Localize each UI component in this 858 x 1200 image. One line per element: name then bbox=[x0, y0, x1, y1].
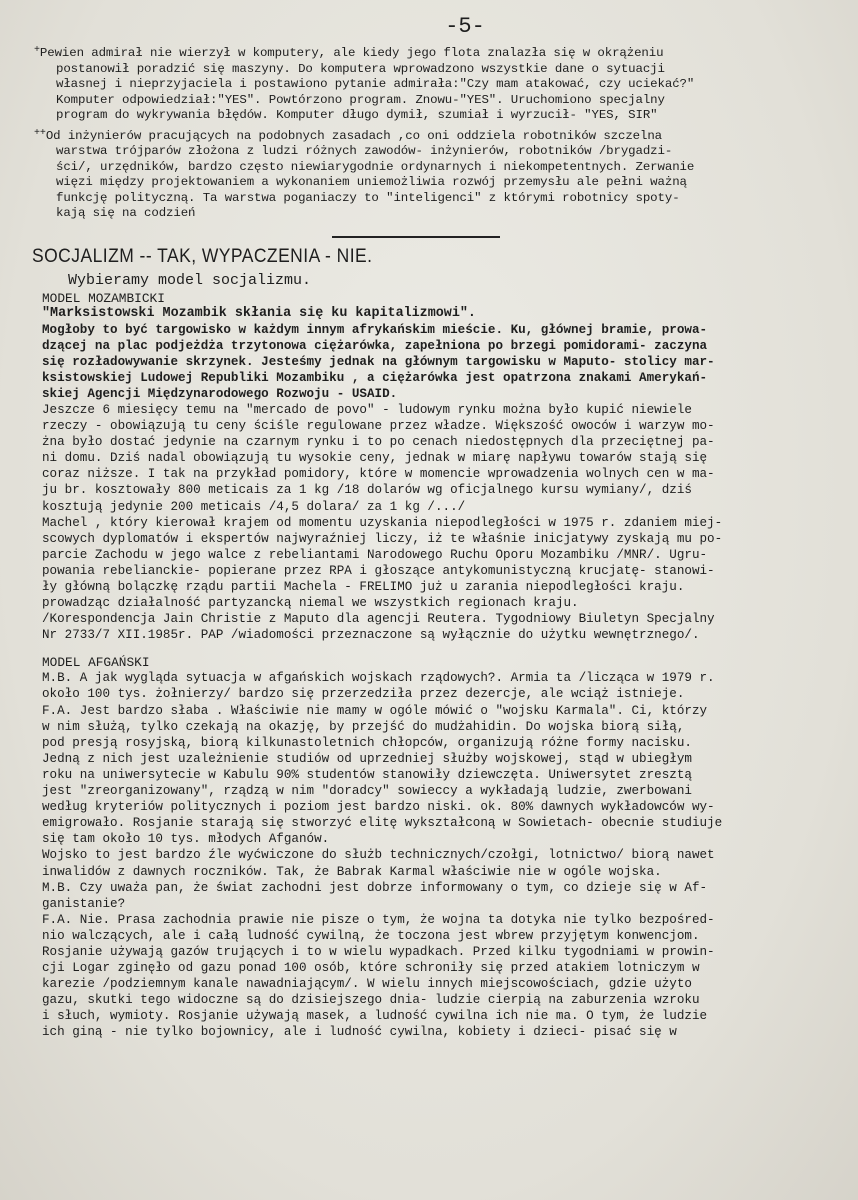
body-line: według kryteriów politycznych i poziom jest bardzo niski. ok. 80% dawnych wykładowców wy- bbox=[42, 800, 715, 815]
article-headline: SOCJALIZM -- TAK, WYPACZENIA - NIE. bbox=[32, 245, 373, 267]
body-line: około 100 tys. żołnierzy/ bardzo się przerzedziła przez dezercje, ale wciąż istnieje. bbox=[42, 687, 685, 702]
body-line: F.A. Nie. Prasa zachodnia prawie nie pisze o tym, że wojna ta dotyka nie tylko bezpośred- bbox=[42, 912, 715, 927]
footnote-marker: + bbox=[34, 45, 40, 56]
body-line: roku na uniwersytecie w Kabulu 90% studentów stanowiły dziewczęta. Uniwersytet zresztą bbox=[42, 767, 692, 782]
body-line: inwalidów z dawnych roczników. Tak, że Babrak Karmal właściwie nie w ogóle wojska. bbox=[42, 864, 662, 879]
body-line: emigrowało. Rosjanie starają się stworzyć elitę wykształconą w Sowietach- obecnie studiuje bbox=[42, 816, 723, 831]
footnote-line: ++Od inżynierów pracujących na podobnych zasadach ,co oni oddziela robotników szczelna bbox=[34, 127, 663, 143]
footnote-line: własnej i nieprzyjaciela i postawiono pytanie admirała:"Czy mam atakować, czy uciekać?" bbox=[56, 77, 695, 91]
body-line: Jedną z nich jest uzależnienie studiów od uprzedniej służby wojskowej, stąd w ubiegłym bbox=[42, 751, 692, 766]
body-line: dzącej na plac podjeżdża trzytonowa ciężarówka, zapełniona po brzegi pomidorami- zaczyna bbox=[42, 338, 708, 353]
body-line: gazu, skutki tego widoczne są do dzisiejszego dnia- ludzie cierpią na zaburzenia wzroku bbox=[42, 993, 700, 1008]
footnote-line: więzi między projektowaniem a wykonaniem uniemożliwia rozwój przemysłu ale pełni ważną bbox=[56, 175, 687, 189]
body-line: i słuch, wymioty. Rosjanie używają masek, a ludność cywilna ich nie ma. O tym, że ludzie bbox=[42, 1009, 708, 1024]
article-subheading: Wybieramy model socjalizmu. bbox=[68, 271, 312, 289]
body-line: prowadząc działalność partyzancką niemal we wszystkich regionach kraju. bbox=[42, 596, 579, 611]
body-line: ły główną bolączkę rządu partii Machela - FRELIMO już u zarania niepodległości kraju. bbox=[42, 580, 685, 594]
body-line: scowych dyplomatów i ekspertów najwyraźniej liczy, iż te właśnie inicjatywy zyskają mu po- bbox=[42, 531, 723, 546]
footnote-line: Komputer odpowiedział:"YES". Powtórzono program. Znowu-"YES". Uruchomiono specjalny bbox=[56, 92, 665, 107]
body-line: F.A. Jest bardzo słaba . Właściwie nie mamy w ogóle mówić o "wojsku Karmala". Ci, którzy bbox=[42, 703, 708, 718]
body-line: parcie Zachodu w jego walce z rebeliantami Narodowego Ruchu Oporu Mozambiku /MNR/. Ugru- bbox=[42, 547, 708, 562]
body-line: Jeszcze 6 miesięcy temu na "mercado de povo" - ludowym rynku można było kupić niewiele bbox=[42, 402, 692, 417]
body-line: się rozładowywanie skrzynek. Jesteśmy jednak na głównym targowisku w Maputo- stolicy mar- bbox=[42, 354, 715, 369]
footnote-line: +Pewien admirał nie wierzył w komputery, ale kiedy jego flota znalazła się w okrążeniu bbox=[34, 45, 664, 60]
body-line: żna było dostać jedynie na czarnym rynku i to po cenach niedostępnych dla przeciętnej pa- bbox=[42, 435, 715, 450]
body-line: ganistanie? bbox=[42, 896, 126, 911]
page-number: -5- bbox=[445, 14, 485, 39]
footnote-line: kają się na codzień bbox=[56, 206, 196, 220]
body-line: rzeczy - obowiązują tu ceny ściśle regulowane przez władze. Większość owoców i warzyw mo- bbox=[42, 419, 715, 434]
body-line: skiej Agencji Międzynarodowego Rozwoju - USAID. bbox=[42, 386, 398, 401]
mozambique-body bbox=[42, 322, 828, 644]
body-line: coraz niższe. I tak na przykład pomidory, które w momencie wprowadzenia wolnych cen w ma- bbox=[42, 467, 715, 482]
body-line: /Korespondencja Jain Christie z Maputo dla agencji Reutera. Tygodniowy Biuletyn Specjalny bbox=[42, 612, 715, 627]
body-line: kosztują jedynie 200 meticais /4,5 dolara/ za 1 kg /.../ bbox=[42, 499, 466, 514]
body-line: ju br. kosztowały 800 meticais za 1 kg /18 dolarów wg oficjalnego kursu wymiany/, dziś bbox=[42, 483, 692, 498]
body-line: ksistowskiej Ludowej Republiki Mozambiku , a ciężarówka jest opatrzona znakami Amerykań- bbox=[42, 370, 708, 385]
afghanistan-body bbox=[42, 670, 828, 1040]
body-line: się tam około 10 tys. młodych Afganów. bbox=[42, 832, 330, 847]
body-line: M.B. A jak wygląda sytuacja w afgańskich wojskach rządowych?. Armia ta /licząca w 1979 r. bbox=[42, 671, 715, 686]
body-line: cji Logar zginęło od gazu ponad 100 osób, które schroniły się przed atakiem lotniczym w bbox=[42, 961, 700, 976]
body-line: jest "zreorganizowany", rządzą w nim "doradcy" sowieccy a wykładają ludzie, zwerbowani bbox=[42, 784, 692, 799]
footnote-line: postanowił poradzić się maszyny. Do komputera wprowadzono wszystkie dane o sytuacji bbox=[56, 61, 665, 76]
body-line: powania rebelianckie- popierane przez RPA i głoszące antykomunistyczną krucjatę- stanowi- bbox=[42, 563, 715, 578]
body-line: Machel , który kierował krajem od momentu uzyskania niepodległości w 1975 r. zdaniem miej- bbox=[42, 515, 723, 530]
footnote-line: funkcję polityczną. Ta warstwa poganiaczy to "inteligenci" z którymi robotnicy spoty- bbox=[56, 190, 680, 205]
body-line: Mogłoby to być targowisko w każdym innym afrykańskim mieście. Ku, głównej bramie, prowa- bbox=[42, 322, 708, 337]
section-label-afghanistan: MODEL AFGAŃSKI bbox=[42, 655, 150, 671]
footnote-line: warstwa trójparów złożona z ludzi różnych zawodów- inżynierów, robotników /brygadzi- bbox=[56, 144, 673, 158]
body-line: karezie /podziemnym kanale nawadniającym/. W wielu innych miejscowościach, gdzie użyto bbox=[42, 977, 692, 992]
section-divider bbox=[332, 236, 500, 238]
footnote-line: ści/, urzędników, bardzo często niewiarygodnie ordynarnych i niekompetentnych. Zerwanie bbox=[56, 159, 695, 174]
footnote-text bbox=[34, 126, 828, 222]
mozambique-quote: "Marksistowski Mozambik skłania się ku kapitalizmowi". bbox=[42, 305, 476, 321]
footnote-admiral bbox=[34, 43, 828, 124]
body-line: nio walczących, ale i całą ludność cywilną, że toczona jest wbrew przyjętym konwencjom. bbox=[42, 928, 700, 943]
body-line: Nr 2733/7 XII.1985r. PAP /wiadomości przeznaczone są wyłącznie do użytku wewnętrznego/. bbox=[42, 628, 700, 643]
section-label-mozambique: MODEL MOZAMBICKI bbox=[42, 290, 165, 306]
body-line: w nim służą, tylko czekają na okazję, by przejść do mudżahidin. Do wojska biorą siłą, bbox=[42, 719, 685, 734]
footnote-text bbox=[34, 43, 828, 124]
footnote-engineers bbox=[34, 126, 828, 222]
body-line: ni domu. Dziś nadal obowiązują tu wysokie ceny, jednak w miarę napływu towarów stają się bbox=[42, 451, 708, 466]
footnote-marker: ++ bbox=[34, 127, 46, 139]
footnote-line: program do wykrywania błędów. Komputer długo dymił, szumiał i wyrzucił- "YES, SIR" bbox=[56, 108, 658, 122]
body-line: M.B. Czy uważa pan, że świat zachodni jest dobrze informowany o tym, co dzieje się w Af- bbox=[42, 880, 708, 895]
body-line: Wojsko to jest bardzo źle wyćwiczone do służb technicznych/czołgi, lotnictwo/ biorą nawet bbox=[42, 848, 715, 863]
body-line: ich giną - nie tylko bojownicy, ale i ludność cywilna, kobiety i dzieci- pisać się w bbox=[42, 1025, 677, 1040]
body-line: pod presją rosyjską, biorą kilkunastoletnich chłopców, organizują różne formy nacisku. bbox=[42, 735, 692, 750]
body-line: Rosjanie używają gazów trujących i to w wielu wypadkach. Przed kilku tygodniami w prowin- bbox=[42, 944, 715, 959]
